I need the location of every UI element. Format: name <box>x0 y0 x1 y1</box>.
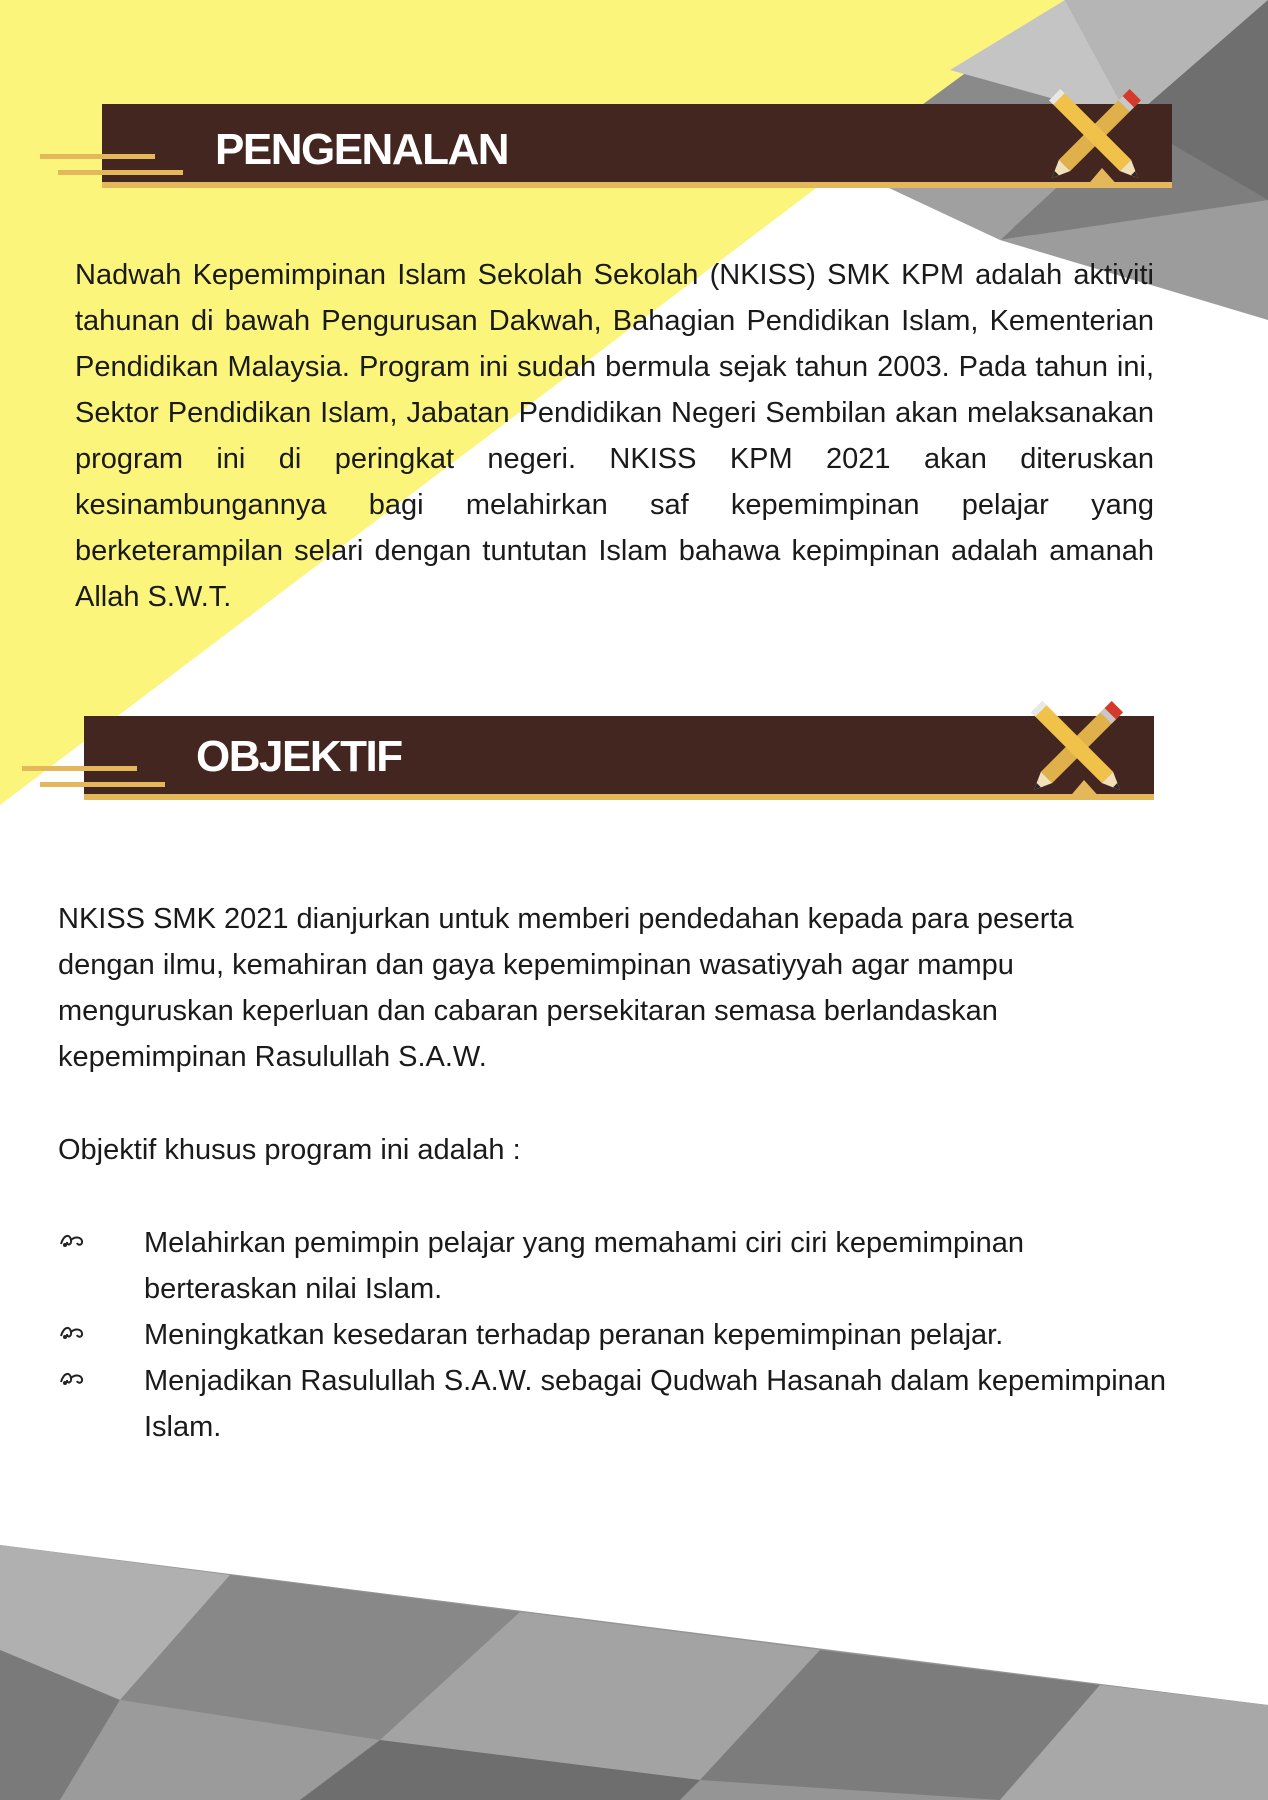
banner-accent-line <box>22 766 137 771</box>
objektif-title: OBJEKTIF <box>196 732 402 781</box>
banner-accent-line <box>40 154 155 159</box>
pengenalan-paragraph: Nadwah Kepemimpinan Islam Sekolah Sekolah (NKISS) SMK KPM adalah aktiviti tahunan di bawah Pengurusan Dakwah, Bahagian Pendidikan Islam, Kementerian Pendidikan Malaysia. Program ini sudah bermula sejak tahun 2003. Pada tahun ini, Sektor Pendidikan Islam, Jabatan Pendidikan Negeri Sembilan akan melaksanakan program ini di peringkat negeri. NKISS KPM 2021 akan diteruskan kesinambungannya bagi melahirkan saf kepemimpinan pelajar yang berketerampilan selari dengan tuntutan Islam bahawa kepimpinan adalah amanah Allah S.W.T. <box>75 259 1154 613</box>
fleuron-bullet-icon <box>58 1364 88 1394</box>
pengenalan-banner <box>40 80 1180 220</box>
pengenalan-title: PENGENALAN <box>215 125 509 174</box>
objektif-subheading: Objektif khusus program ini adalah : <box>58 1134 521 1166</box>
list-item <box>58 1220 1168 1312</box>
fleuron-bullet-icon <box>58 1318 88 1348</box>
list-item-text: Menjadikan Rasulullah S.A.W. sebagai Qudwah Hasanah dalam kepemimpinan Islam. <box>144 1365 1167 1443</box>
objektif-list <box>58 1220 1168 1450</box>
objektif-paragraph: NKISS SMK 2021 dianjurkan untuk memberi pendedahan kepada para peserta dengan ilmu, kemahiran dan gaya kepemimpinan wasatiyyah agar mampu menguruskan keperluan dan cabaran persekitaran semasa berlandaskan kepemimpinan Rasulullah S.A.W. <box>58 903 1074 1073</box>
fleuron-bullet-icon <box>58 1226 88 1256</box>
list-item <box>58 1358 1168 1450</box>
banner-accent-line <box>40 782 165 787</box>
list-item-text: Melahirkan pemimpin pelajar yang memahami ciri ciri kepemimpinan berteraskan nilai Islam. <box>144 1227 1025 1305</box>
objektif-banner <box>22 692 1162 832</box>
list-item-text: Meningkatkan kesedaran terhadap peranan kepemimpinan pelajar. <box>144 1319 1004 1351</box>
banner-accent-line <box>58 170 183 175</box>
bottom-gray-facets <box>0 1545 1268 1800</box>
list-item <box>58 1312 1168 1358</box>
